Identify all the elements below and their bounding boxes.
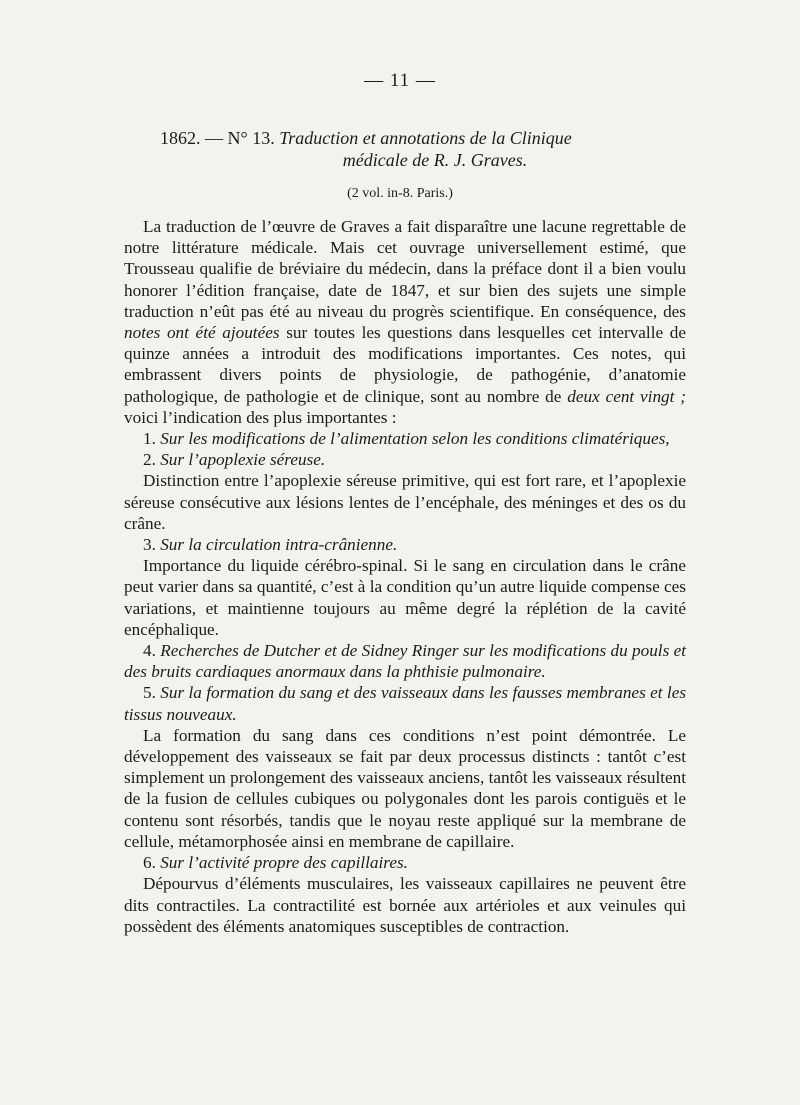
entry-title-part2: médicale de R. J. Graves. — [342, 150, 528, 170]
note-item-6 — [124, 852, 686, 873]
entry-title-part1: Traduction et annotations de la Clinique — [279, 128, 572, 148]
note-title: Recherches de Dutcher et de Sidney Ringer sur les modifications du pouls et des bruits cardiaques anormaux dans la phthisie pulmonaire. — [124, 641, 687, 682]
note-title: Sur la circulation intra-crânienne. — [160, 535, 398, 555]
page-number: — 11 — — [364, 70, 436, 91]
intro-text-1: La traduction de l’œuvre de Graves a fait disparaître une lacune regrettable de notre littérature médicale. Mais cet ouvrage universellement estimé, que Trousseau qualifie de bréviaire du médecin, dans la préface dont il a bien voulu honorer l’édition française, date de 1847, et sur bien des sujets une simple traduction n’eût pas été au niveau du progrès scientifique. En conséquence, des — [124, 217, 686, 321]
note-text-2: Distinction entre l’apoplexie séreuse primitive, qui est fort rare, et l’apoplexie séreuse consécutive aux lésions lentes de l’encéphale, des méninges et des os du crâne. — [124, 471, 686, 533]
note-text-6: Dépourvus d’éléments musculaires, les vaisseaux capillaires ne peuvent être dits contractiles. La contractilité est bornée aux artérioles et aux veinules qui possèdent des éléments anatomiques susceptibles de contraction. — [124, 874, 686, 936]
note-item-4 — [124, 640, 686, 682]
note-number: 1. — [143, 429, 156, 449]
note-item-1 — [124, 428, 686, 449]
note-number: 4. — [143, 641, 156, 661]
note-item-5 — [124, 682, 686, 724]
note-title: Sur les modifications de l’alimentation selon les conditions climatériques, — [160, 429, 670, 449]
heading-line-1 — [160, 127, 680, 149]
entry-heading — [160, 127, 680, 171]
intro-emphasis-1: notes ont été ajoutées — [124, 323, 280, 343]
note-title: Sur l’apoplexie séreuse. — [160, 450, 326, 470]
entry-year-number: 1862. — N° 13. — [160, 128, 275, 148]
note-item-2 — [124, 449, 686, 470]
intro-text-3: voici l’indication des plus importantes : — [124, 407, 397, 427]
body-text — [124, 216, 686, 937]
note-title: Sur l’activité propre des capillaires. — [160, 853, 408, 873]
note-number: 6. — [143, 853, 156, 873]
note-number: 3. — [143, 535, 156, 555]
note-text-3: Importance du liquide cérébro-spinal. Si le sang en circulation dans le crâne peut varier dans sa quantité, c’est à la condition qu’un autre liquide compense ces variations, et maintienne toujours au même degré la réplétion de la cavité encéphalique. — [124, 556, 686, 639]
note-text-5: La formation du sang dans ces conditions n’est point démontrée. Le développement des vaisseaux se fait par deux processus distincts : tantôt c’est simplement un prolongement des vaisseaux anciens, tantôt les vaisseaux résultent de la fusion de cellules cubiques ou polygonales dont les parois contiguës et le contenu sont résorbés, tandis que le noyau reste appliqué sur la membrane de cellule, métamorphosée ainsi en membrane de capillaire. — [124, 725, 686, 851]
note-item-3 — [124, 534, 686, 555]
note-number: 2. — [143, 450, 156, 470]
note-number: 5. — [143, 683, 156, 703]
note-title: Sur la formation du sang et des vaisseaux dans les fausses membranes et les tissus nouveaux. — [124, 683, 687, 724]
intro-paragraph — [124, 216, 686, 428]
intro-emphasis-2: deux cent vingt ; — [567, 386, 686, 406]
publication-info: (2 vol. in-8. Paris.) — [347, 186, 453, 201]
intro-text-2: sur toutes les questions dans lesquelles cet intervalle de quinze années a introduit des modifications importantes. Ces notes, qui embrassent divers points de physiologie, de pathogénie, d’anatomie pathologique, de pathologie et de clinique, sont au nombre de — [124, 323, 686, 406]
